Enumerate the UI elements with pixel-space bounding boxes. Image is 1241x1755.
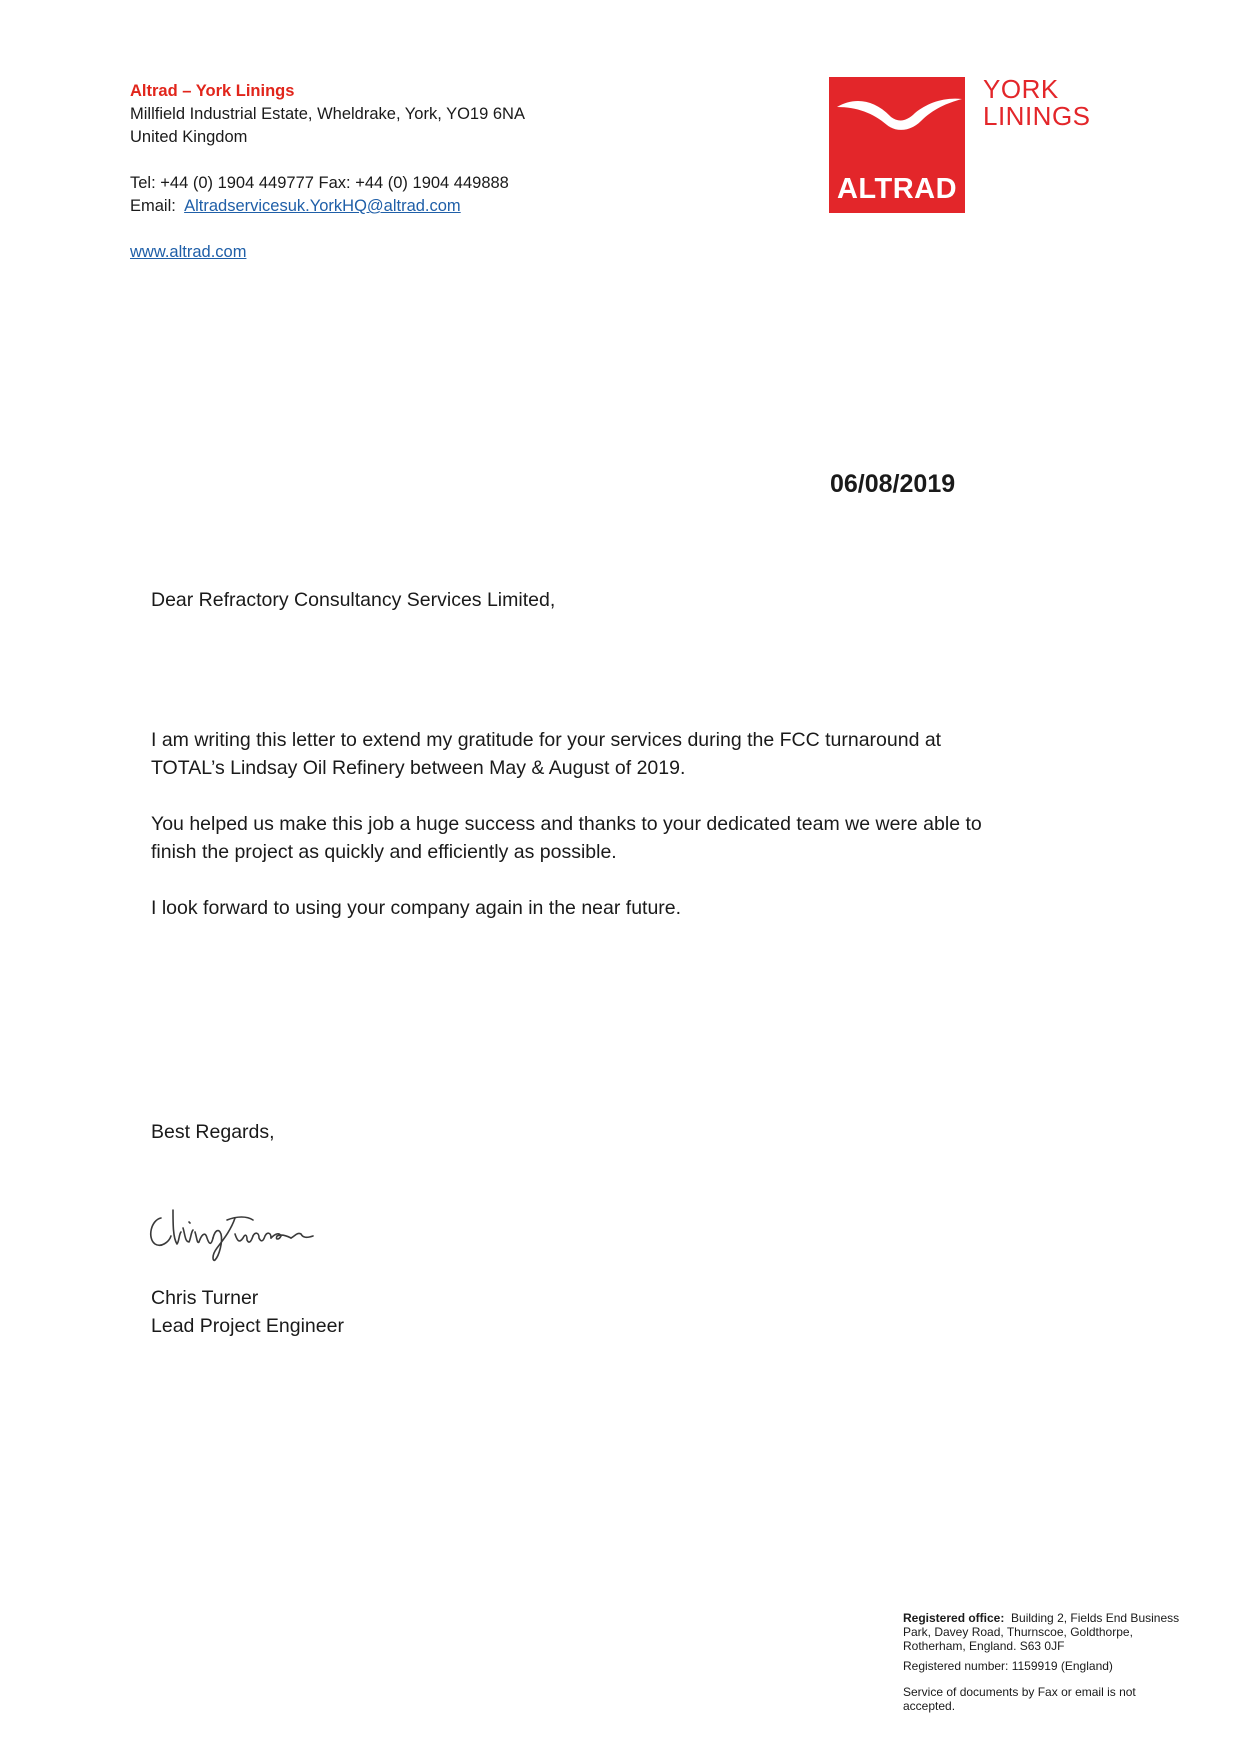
sender-website-link[interactable]: www.altrad.com <box>130 243 247 261</box>
sender-block <box>130 80 525 264</box>
paragraph-1-line-2: TOTAL’s Lindsay Oil Refinery between May & August of 2019. <box>151 757 686 779</box>
closing: Best Regards, <box>151 1121 275 1143</box>
paragraph-2-line-1: You helped us make this job a huge success and thanks to your dedicated team we were able to <box>151 813 982 835</box>
paragraph-3: I look forward to using your company again in the near future. <box>151 897 682 919</box>
sender-address-line2: United Kingdom <box>130 128 248 146</box>
signer-block <box>151 1284 344 1340</box>
registered-office-line1 <box>903 1611 1203 1625</box>
registered-number: Registered number: 1159919 (England) <box>903 1659 1113 1673</box>
logo-wordmark: ALTRAD <box>836 173 958 205</box>
sender-tel-fax: Tel: +44 (0) 1904 449777 Fax: +44 (0) 1904 449888 <box>130 174 509 192</box>
handwritten-signature <box>143 1198 343 1273</box>
registered-office-address-2: Park, Davey Road, Thurnscoe, Goldthorpe, <box>903 1625 1133 1639</box>
signer-name: Chris Turner <box>151 1287 259 1309</box>
sender-email-link[interactable]: Altradservicesuk.YorkHQ@altrad.com <box>184 197 461 215</box>
registered-office-label: Registered office: <box>903 1611 1005 1625</box>
sender-email-label: Email: <box>130 197 176 215</box>
logo-side-text <box>983 76 1091 130</box>
logo-side-line1: YORK <box>983 74 1059 104</box>
service-notice-line1: Service of documents by Fax or email is not <box>903 1685 1136 1699</box>
service-notice-line2: accepted. <box>903 1699 956 1713</box>
paragraph-1-line-1: I am writing this letter to extend my gratitude for your services during the FCC turnaround at <box>151 729 942 751</box>
sender-email-row <box>130 195 525 218</box>
paragraph-2-line-2: finish the project as quickly and efficiently as possible. <box>151 841 617 863</box>
registered-office-footer <box>903 1611 1203 1713</box>
salutation: Dear Refractory Consultancy Services Limited, <box>151 589 556 611</box>
letter-date: 06/08/2019 <box>830 470 956 498</box>
signer-title: Lead Project Engineer <box>151 1315 344 1337</box>
registered-office-address-1: Building 2, Fields End Business <box>1011 1611 1180 1625</box>
paragraph-1 <box>151 726 1071 782</box>
logo-side-line2: LININGS <box>983 101 1091 131</box>
registered-office-address-3: Rotherham, England. S63 0JF <box>903 1639 1065 1653</box>
paragraph-2 <box>151 810 1071 866</box>
altrad-logo <box>829 77 965 213</box>
sender-address-line1: Millfield Industrial Estate, Wheldrake, York, YO19 6NA <box>130 105 525 123</box>
sender-company: Altrad – York Linings <box>130 82 295 100</box>
